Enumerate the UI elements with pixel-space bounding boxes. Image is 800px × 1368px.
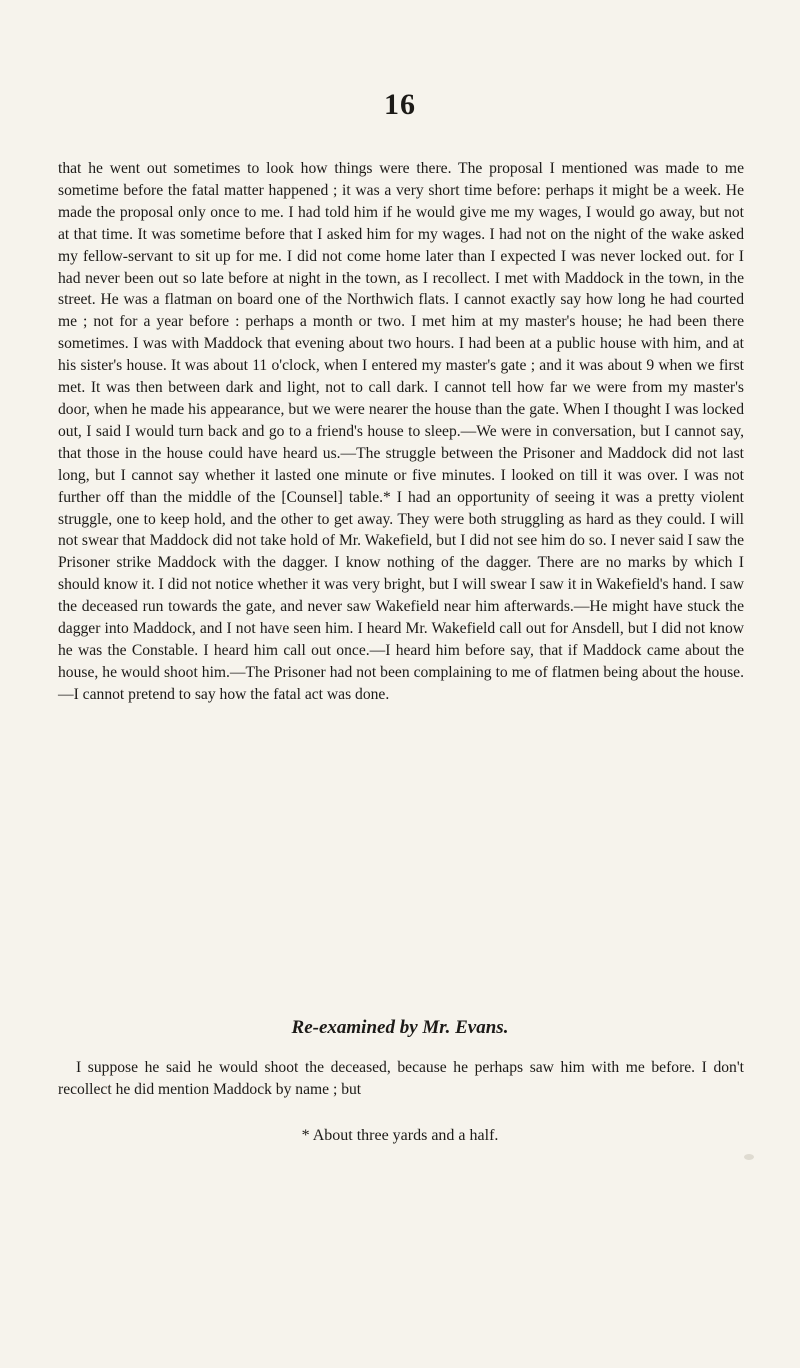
body-paragraph: that he went out sometimes to look how things were there. The proposal I mentioned was made to me sometime before the fatal matter happened ; it was a very short time before: perhaps it might be a week. He made the proposal only once to me. I had told him if he would give me my wages, I would go away, but not at that time. It was sometime before that I asked him for my wages. I had not on the night of the wake asked my fellow-servant to sit up for me. I did not come home later than I expected I was never locked out. for I had never been out so late before at night in the town, as I recollect. I met with Maddock in the town, in the street. He was a flatman on board one of the Northwich flats. I cannot exactly say how long he had courted me ; not for a year before : perhaps a month or two. I met him at my master's house; he had been there sometimes. I was with Maddock that evening about two hours. I had been at a public house with him, and at his sister's house. It was about 11 o'clock, when I entered my master's gate ; and it was about 9 when we first met. It was then between dark and light, not to call dark. I cannot tell how far we were from my master's door, when he made his appearance, but we were nearer the house than the gate. When I thought I was locked out, I said I would turn back and go to a friend's house to sleep.—We were in conversation, but I cannot say, that those in the house could have heard us.—The struggle between the Prisoner and Maddock did not last long, but I cannot say whether it lasted one minute or five minutes. I looked on till it was over. I was not further off than the middle of the [Counsel] table.* I had an opportunity of seeing it was a pretty violent struggle, one to keep hold, and the other to get away. They were both struggling as hard as they could. I will not swear that Maddock did not take hold of Mr. Wakefield, but I did not see him do so. I never said I saw the Prisoner strike Maddock with the dagger. I know nothing of the dagger. There are no marks by which I should know it. I did not notice whether it was very bright, but I will swear I saw it in Wakefield's hand. I saw the deceased run towards the gate, and never saw Wakefield near him afterwards.—He might have stuck the dagger into Maddock, and I not have seen him. I heard Mr. Wakefield call out for Ansdell, but I did not know he was the Constable. I heard him call out once.—I heard him before say, that if Maddock came about the house, he would shoot him.—The Prisoner had not been complaining to me of flatmen being about the house.—I cannot pretend to say how the fatal act was done. (58, 160, 744, 703)
ink-smudge (744, 1154, 754, 1160)
reexamination-text (58, 1057, 744, 1101)
body-text (58, 158, 744, 706)
footnote: * About three yards and a half. (301, 1127, 499, 1144)
section-heading: Re-examined by Mr. Evans. (291, 1017, 509, 1038)
reexamination-paragraph: I suppose he said he would shoot the deceased, because he perhaps saw him with me before. I don't recollect he did mention Maddock by name ; but (58, 1059, 744, 1098)
page-number: 16 (384, 88, 416, 121)
